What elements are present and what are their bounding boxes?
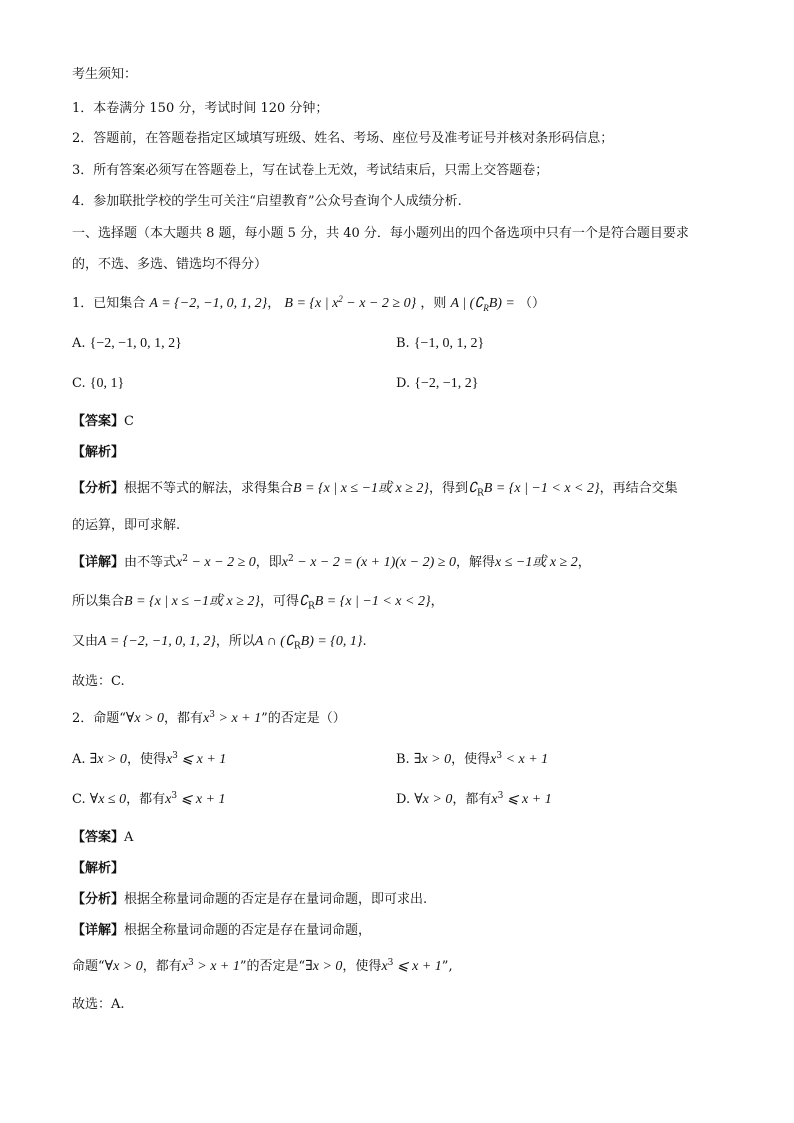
q1-choose: 故选：C. bbox=[72, 674, 125, 689]
q1-set-b: B = {x | $x^2 - x - 2 \ge 0$} bbox=[284, 294, 417, 311]
q2-option-c: C. ∀x ≤ 0，都有$x^3$ ⩽ x + 1 bbox=[72, 791, 226, 807]
q1-option-b: B. {−1, 0, 1, 2} bbox=[396, 336, 485, 351]
q1-xiangjie: 【详解】由不等式$x^2 - x - 2 \ge 0$，即$x^2 - x - 2 = (x + 1)(x - 2) \ge 0$，解得x ≤ −1或 x ≥ 2， bbox=[72, 554, 591, 570]
q1-fenxi-cont: 的运算，即可求解. bbox=[72, 518, 181, 533]
q2-fenxi: 【分析】根据全称量词命题的否定是存在量词命题，即可求出. bbox=[72, 891, 428, 907]
notice-item: 3．所有答案必须写在答题卷上，写在试卷上无效，考试结束后，只需上交答题卷； bbox=[72, 163, 549, 178]
q1-number: 1．已知集合 bbox=[72, 296, 146, 311]
q2-xiangjie: 【详解】根据全称量词命题的否定是存在量词命题， bbox=[72, 922, 372, 938]
q1-set-a: A = {−2, −1, 0, 1, 2} bbox=[149, 296, 268, 311]
q2-option-b: B. ∃x > 0，使得$x^3 < x + 1$ bbox=[396, 751, 549, 767]
q1-fenxi: 【分析】根据不等式的解法，求得集合B = {x | x ≤ −1或 x ≥ 2}，得到$∁_RB = \{x$ | −1 < x < 2}，再结合交集 bbox=[72, 480, 678, 499]
notice-title: 考生须知： bbox=[72, 67, 138, 82]
q1-option-a: A. {−2, −1, 0, 1, 2} bbox=[72, 336, 182, 351]
notice-item: 1．本卷满分 150 分，考试时间 120 分钟； bbox=[72, 101, 329, 116]
q1-analysis-tag: 【解析】 bbox=[72, 444, 125, 459]
q2-analysis-tag: 【解析】 bbox=[72, 860, 125, 875]
q2-answer: 【答案】A bbox=[72, 829, 134, 845]
q1-option-d: D. {−2, −1, 2} bbox=[396, 376, 479, 391]
q1-option-c: C. {0, 1} bbox=[72, 376, 125, 391]
notice-item: 2．答题前，在答题卷指定区域填写班级、姓名、考场、座位号及准考证号并核对条形码信息； bbox=[72, 131, 614, 146]
q1-answer: 【答案】C bbox=[72, 413, 134, 429]
q1-blank: （） bbox=[519, 296, 546, 311]
q1-result-line: 又由A = {−2, −1, 0, 1, 2}，所以A ∩ $(∁_RB) = \{0$, 1}. bbox=[72, 634, 367, 652]
q1-then: ，则 bbox=[420, 296, 447, 311]
q2-option-a: A. ∃x > 0，使得$x^3$ ⩽ x + 1 bbox=[72, 751, 227, 767]
q1-set-b-line: 所以集合B = {x | x ≤ −1或 x ≥ 2}，可得$∁_RB = \{x$ | −1 < x < 2}， bbox=[72, 594, 444, 612]
notice-item: 4．参加联批学校的学生可关注“启望教育”公众号查询个人成绩分析. bbox=[72, 194, 462, 209]
q2-negation-line: 命题“∀x > 0，都有$x^3 > x + 1$”的否定是“∃x > 0，使得$x^3$ ⩽ x + 1”, bbox=[72, 958, 453, 974]
section-heading: 的，不选、多选、错选均不得分） bbox=[72, 257, 268, 272]
q1-expression: A | $(∁_RB)$ = bbox=[450, 296, 515, 313]
q1-stem: 1．已知集合 A = {−2, −1, 0, 1, 2}， B = {x | $x^2 - x - 2 \ge 0$} ，则 A | $(∁_RB)$ = （） bbox=[72, 294, 546, 313]
q2-stem: 2．命题“∀x > 0，都有$x^3 > x + 1$”的否定是（） bbox=[72, 710, 346, 726]
q2-choose: 故选：A. bbox=[72, 997, 125, 1012]
q2-option-d: D. ∀x > 0，都有$x^3$ ⩽ x + 1 bbox=[396, 791, 552, 807]
section-heading: 一、选择题（本大题共 8 题，每小题 5 分，共 40 分．每小题列出的四个备选项中只有一个是符合题目要求 bbox=[72, 226, 689, 241]
